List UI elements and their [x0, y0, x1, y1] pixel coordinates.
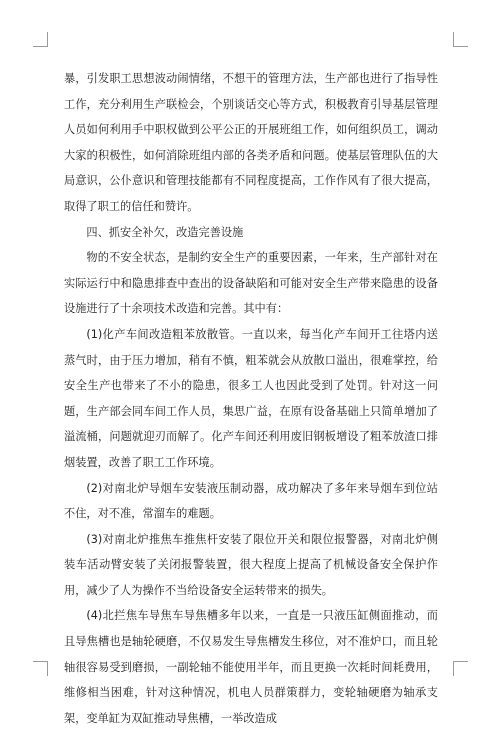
list-item-1-benzene-vent: (1)化产车间改造粗苯放散管。一直以来，每当化产车间开工往塔内送蒸气时，由于压力增加，稍有不慎，粗苯就会从放散口溢出，很难掌控，给安全生产也带来了不小的隐患，很多工人也因此受到了处罚。针对这一问题，生产部会同车间工作人员，集思广益，在原有设备基础上只简单增加了溢流桶，问题就迎刃而解了。化产车间还利用废旧钢板增设了粗苯放渣口排烟装置，改善了职工工作环境。: [64, 327, 438, 469]
list-item-2-hydraulic-brake: (2)对南北炉导烟车安装液压制动器，成功解决了多年来导烟车到位站不住，对不准，常溜车的难题。: [64, 481, 438, 521]
section-heading-safety-improvement: 四、抓安全补欠，改造完善设施: [86, 225, 244, 239]
document-body: [64, 66, 438, 731]
list-item-4-coke-guide: (4)北拦焦车导焦车导焦槽多年以来，一直是一只液压缸侧面推动，而且导焦槽也是轴轮硬磨，不仅易发生导焦槽发生移位，对不准炉口，而且轮轴很容易受到磨损，一副轮轴不能使用半年，而且更换一次耗时间耗费用，维修相当困难，针对这种情况，机电人员群策群力，变轮轴硬磨为轴承支架，变单缸为双缸推动导焦槽，一举改造成: [64, 609, 438, 725]
crop-mark-bottom-right: [453, 661, 468, 676]
paragraph-unsafe-conditions: 物的不安全状态，是制约安全生产的重要因素，一年来，生产部针对在实际运行中和隐患排查中查出的设备缺陷和可能对安全生产带来隐患的设备设施进行了十余项技术改造和完善。其中有：: [64, 251, 438, 316]
crop-mark-top-left: [33, 32, 48, 47]
crop-mark-top-right: [453, 32, 468, 47]
crop-mark-bottom-left: [33, 661, 48, 676]
paragraph-continued-management: 暴，引发职工思想波动闹情绪，不想干的管理方法，生产部也进行了指导性工作，充分利用生产联检会，个别谈话交心等方式，积极教育引导基层管理人员如何利用手中职权做到公平公正的开展班组工作，如何组织员工，调动大家的积极性，如何消除班组内部的各类矛盾和问题。使基层管理队伍的大局意识，公仆意识和管理技能都有不同程度提高，工作作风有了很大提高，取得了职工的信任和赞许。: [64, 72, 438, 213]
list-item-3-limit-switch: (3)对南北炉推焦车推焦杆安装了限位开关和限位报警器，对南北炉侧装车活动臂安装了关闭报警装置，很大程度上提高了机械设备安全保护作用，减少了人为操作不当给设备安全运转带来的损失。: [64, 532, 438, 597]
